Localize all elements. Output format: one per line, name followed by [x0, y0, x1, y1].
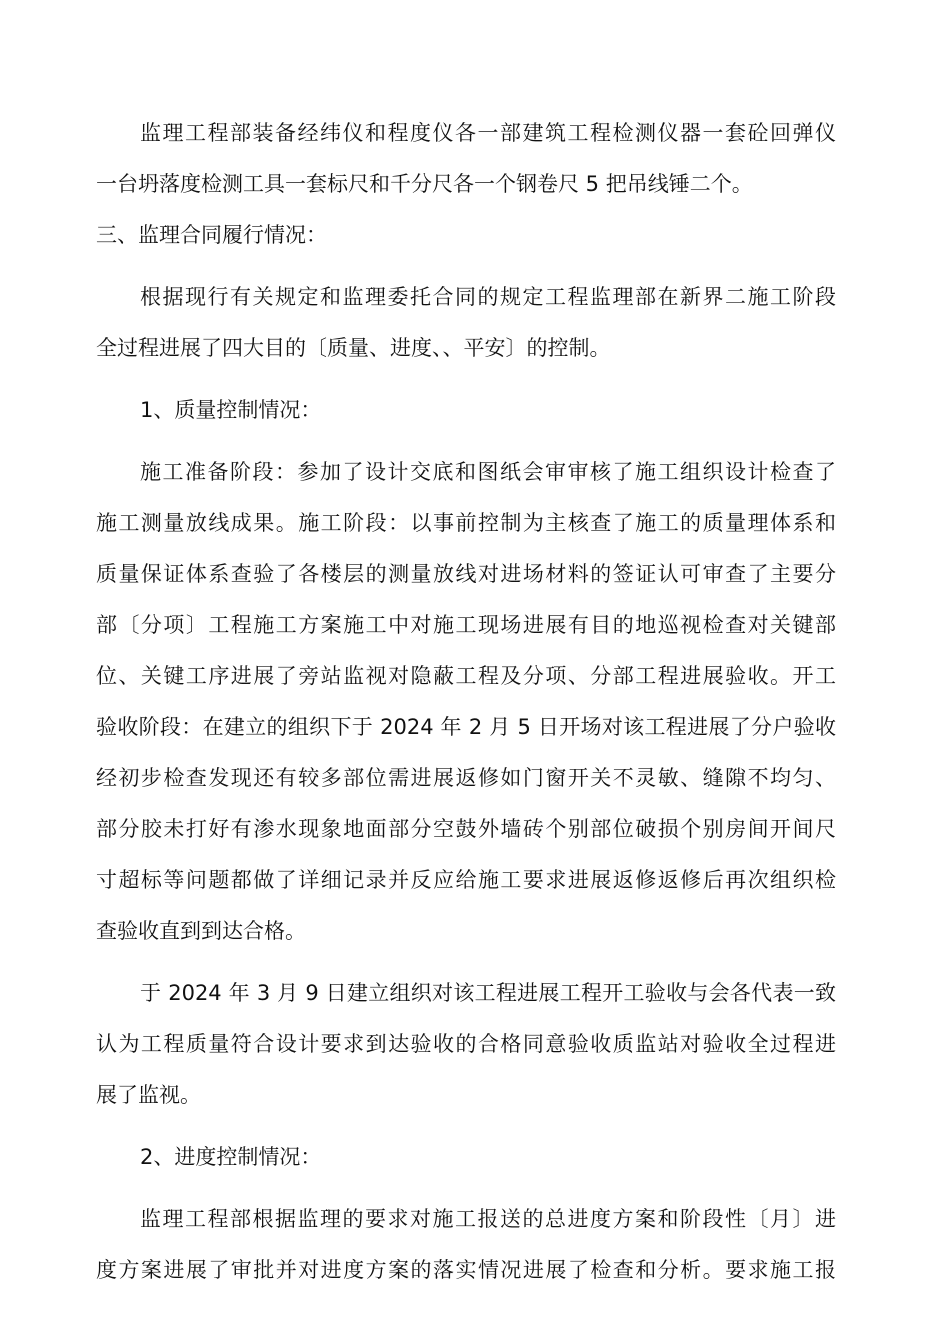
paragraph-line: 寸超标等问题都做了详细记录并反应给施工要求进展返修返修后再次组织检	[96, 868, 836, 892]
paragraph-line: 质量保证体系查验了各楼层的测量放线对进场材料的签证认可审查了主要分	[96, 562, 836, 586]
paragraph-line: 监理工程部根据监理的要求对施工报送的总进度方案和阶段性〔月〕进	[140, 1207, 836, 1231]
subsection-heading: 2、进度控制情况：	[140, 1145, 322, 1169]
paragraph-line: 位、关键工序进展了旁站监视对隐蔽工程及分项、分部工程进展验收。开工	[96, 664, 836, 688]
paragraph-line: 一台坍落度检测工具一套标尺和千分尺各一个钢卷尺 5 把吊线锤二个。	[96, 172, 753, 196]
paragraph-line: 查验收直到到达合格。	[96, 919, 306, 943]
paragraph-line: 展了监视。	[96, 1083, 201, 1107]
paragraph-line: 经初步检查发现还有较多部位需进展返修如门窗开关不灵敏、缝隙不均匀、	[96, 766, 836, 790]
paragraph-line: 验收阶段：在建立的组织下于 2024 年 2 月 5 日开场对该工程进展了分户验收	[96, 715, 836, 739]
section-heading: 三、监理合同履行情况：	[96, 223, 327, 247]
paragraph-line: 根据现行有关规定和监理委托合同的规定工程监理部在新界二施工阶段	[140, 285, 836, 309]
paragraph-line: 部分胶未打好有渗水现象地面部分空鼓外墙砖个别部位破损个别房间开间尺	[96, 817, 836, 841]
document-page	[96, 108, 836, 1296]
paragraph-line: 全过程进展了四大目的〔质量、进度、、平安〕的控制。	[96, 336, 611, 360]
paragraph-line: 认为工程质量符合设计要求到达验收的合格同意验收质监站对验收全过程进	[96, 1032, 836, 1056]
paragraph-line: 施工准备阶段：参加了设计交底和图纸会审审核了施工组织设计检查了	[140, 460, 836, 484]
paragraph-line: 度方案进展了审批并对进度方案的落实情况进展了检查和分析。要求施工报	[96, 1258, 836, 1282]
paragraph-line: 部〔分项〕工程施工方案施工中对施工现场进展有目的地巡视检查对关键部	[96, 613, 836, 637]
paragraph-line: 于 2024 年 3 月 9 日建立组织对该工程进展工程开工验收与会各代表一致	[140, 981, 836, 1005]
paragraph-line: 监理工程部装备经纬仪和程度仪各一部建筑工程检测仪器一套砼回弹仪	[140, 121, 836, 145]
subsection-heading: 1、质量控制情况：	[140, 398, 322, 422]
paragraph-line: 施工测量放线成果。施工阶段：以事前控制为主核查了施工的质量理体系和	[96, 511, 836, 535]
